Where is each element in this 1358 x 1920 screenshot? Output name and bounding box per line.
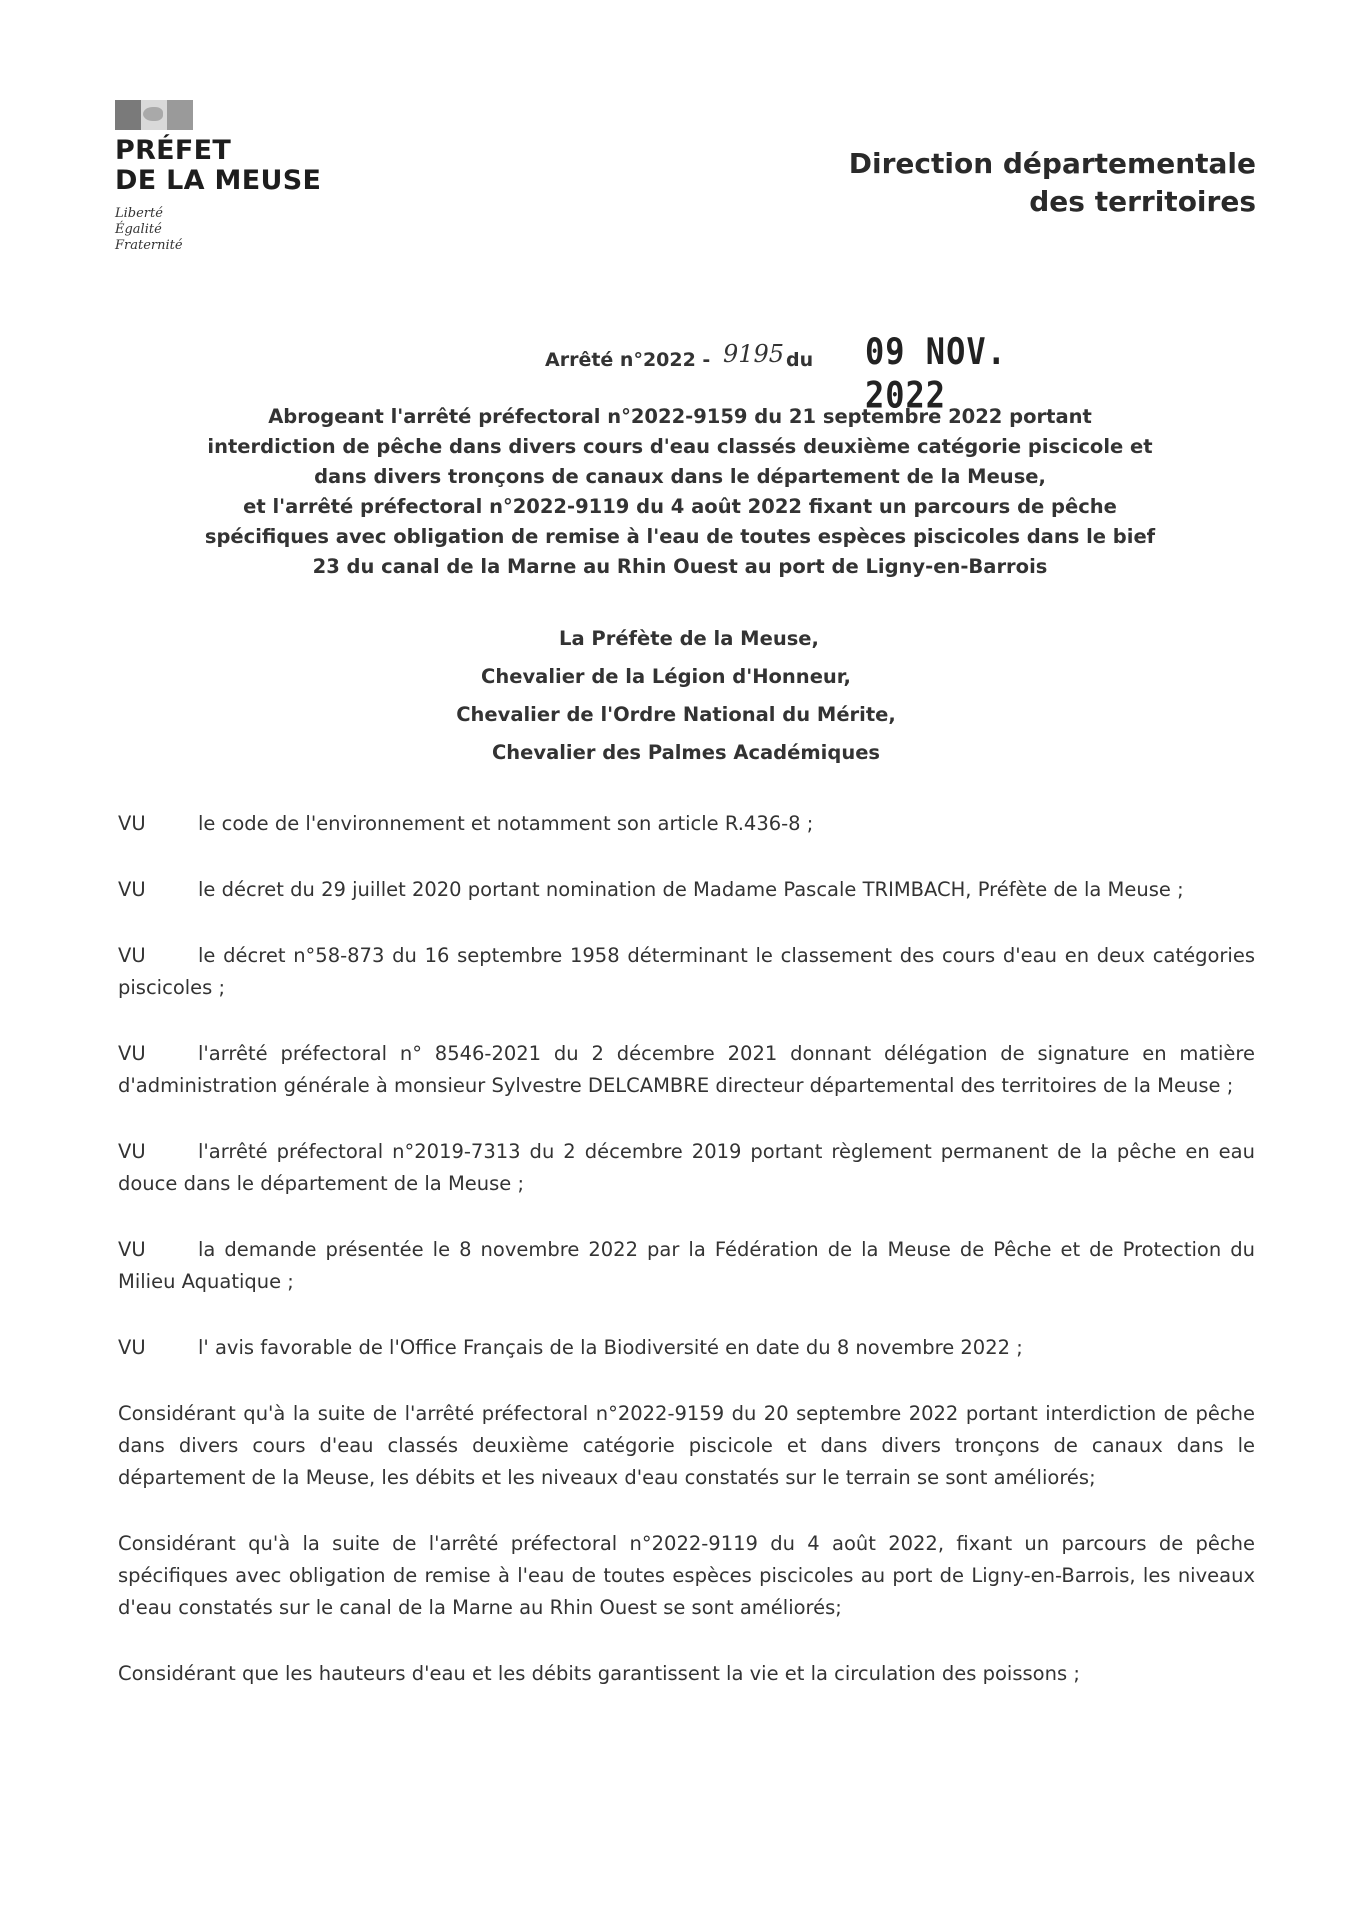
preamble-line: 23 du canal de la Marne au Rhin Ouest au port de Ligny-en-Barrois (312, 555, 1048, 578)
arrete-body (118, 808, 1255, 1724)
visa-paragraph (118, 1136, 1255, 1200)
visa-text: l'arrêté préfectoral n°2019-7313 du 2 décembre 2019 portant règlement permanent de la pêche en eau douce dans le département de la Meuse ; (118, 1140, 1255, 1195)
prefet-line-1: PRÉFET (115, 135, 232, 166)
arrete-label: Arrêté n°2022 - (545, 349, 711, 371)
prefete-titles (0, 620, 1358, 772)
visa-text: le décret n°58-873 du 16 septembre 1958 déterminant le classement des cours d'eau en deux catégories piscicoles ; (118, 944, 1255, 999)
date-stamp: 09 NOV. 2022 (865, 329, 1007, 417)
prefet-title (115, 136, 375, 196)
arrete-du: du (786, 349, 814, 371)
motto-egalite: Égalité (115, 222, 162, 237)
vu-label: VU (118, 812, 146, 835)
visa-paragraph (118, 1332, 1255, 1364)
visa-paragraph (118, 1038, 1255, 1102)
vu-label: VU (118, 878, 146, 901)
vu-label: VU (118, 944, 146, 967)
authority-line: Chevalier des Palmes Académiques (491, 741, 881, 764)
considerant-paragraph: Considérant qu'à la suite de l'arrêté préfectoral n°2022-9119 du 4 août 2022, fixant un parcours de pêche spécifiques avec obligation de remise à l'eau de toutes espèces piscicoles au port de Ligny-en-Barrois, les niveaux d'eau constatés sur le canal de la Marne au Rhin Ouest se sont améliorés; (118, 1532, 1255, 1619)
visa-paragraph (118, 940, 1255, 1004)
arrete-number-handwritten: 9195 (723, 340, 785, 368)
considerant-paragraph: Considérant qu'à la suite de l'arrêté préfectoral n°2022-9159 du 20 septembre 2022 portant interdiction de pêche dans divers cours d'eau classés deuxième catégorie piscicole et dans divers tronçons de canaux dans le département de la Meuse, les débits et les niveaux d'eau constatés sur le terrain se sont améliorés; (118, 1402, 1255, 1489)
preamble-line: spécifiques avec obligation de remise à l'eau de toutes espèces piscicoles dans le bief (204, 525, 1156, 548)
visa-text: l'arrêté préfectoral n° 8546-2021 du 2 décembre 2021 donnant délégation de signature en matière d'administration générale à monsieur Sylvestre DELCAMBRE directeur départemental des territoires de la Meuse ; (118, 1042, 1255, 1097)
visa-text: l' avis favorable de l'Office Français de la Biodiversité en date du 8 novembre 2022 ; (198, 1336, 1023, 1359)
direction-line-1: Direction départementale (848, 147, 1256, 180)
vu-label: VU (118, 1042, 146, 1065)
vu-label: VU (118, 1336, 146, 1359)
motto-liberte: Liberté (115, 206, 163, 221)
authority-line: La Préfète de la Meuse, (559, 627, 819, 650)
visa-text: la demande présentée le 8 novembre 2022 par la Fédération de la Meuse de Pêche et de Protection du Milieu Aquatique ; (118, 1238, 1255, 1293)
arrete-reference (545, 329, 1065, 417)
visa-text: le décret du 29 juillet 2020 portant nomination de Madame Pascale TRIMBACH, Préfète de la Meuse ; (198, 878, 1184, 901)
preamble-line: et l'arrêté préfectoral n°2022-9119 du 4 août 2022 fixant un parcours de pêche (243, 495, 1117, 518)
visa-paragraph (118, 808, 1255, 840)
preamble-line: interdiction de pêche dans divers cours d'eau classés deuxième catégorie piscicole et (207, 435, 1153, 458)
issuing-direction (849, 145, 1256, 221)
prefet-line-2: DE LA MEUSE (115, 165, 322, 196)
authority-line: Chevalier de l'Ordre National du Mérite, (456, 703, 896, 726)
vu-label: VU (118, 1238, 146, 1261)
considerant-paragraph: Considérant que les hauteurs d'eau et les débits garantissent la vie et la circulation des poissons ; (118, 1662, 1080, 1685)
republic-motto (115, 206, 375, 254)
prefecture-logo-block (115, 100, 375, 254)
preamble-line: Abrogeant l'arrêté préfectoral n°2022-9159 du 21 septembre 2022 portant (268, 405, 1092, 428)
marianne-flag-icon (115, 100, 193, 130)
direction-line-2: des territoires (1029, 185, 1256, 218)
motto-fraternite: Fraternité (115, 238, 183, 253)
preamble-line: dans divers tronçons de canaux dans le département de la Meuse, (314, 465, 1046, 488)
visa-paragraph (118, 1234, 1255, 1298)
authority-line: Chevalier de la Légion d'Honneur, (481, 665, 851, 688)
arrete-preamble (170, 402, 1190, 582)
vu-label: VU (118, 1140, 146, 1163)
visa-paragraph (118, 874, 1255, 906)
visa-text: le code de l'environnement et notamment son article R.436-8 ; (198, 812, 814, 835)
